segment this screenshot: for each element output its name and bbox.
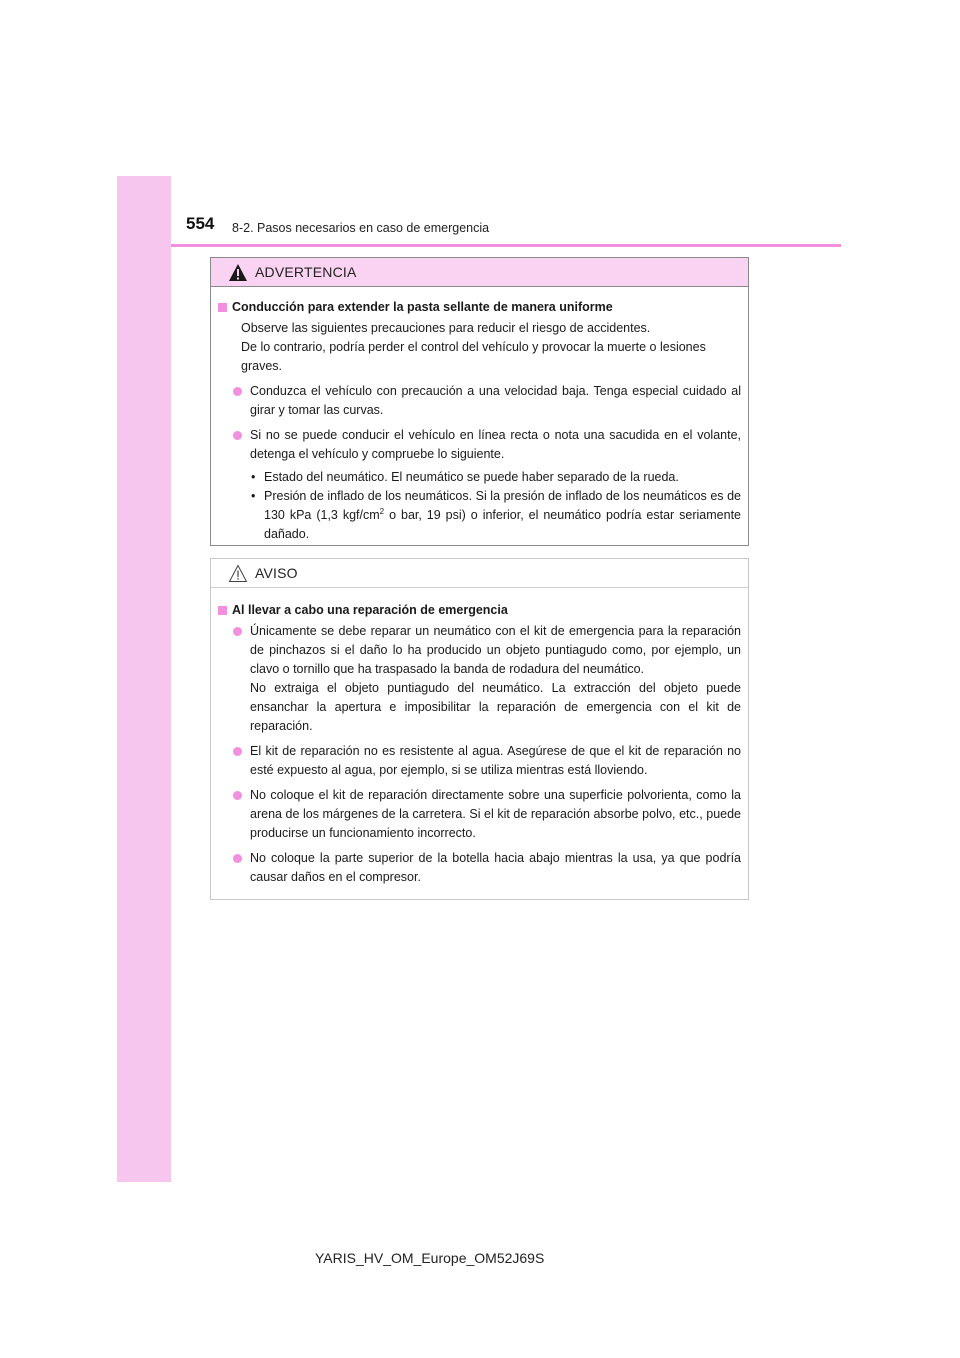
notice-title: AVISO	[255, 565, 298, 581]
circle-bullet-icon	[233, 431, 242, 440]
warning-box-header	[211, 258, 748, 287]
page-number: 554	[186, 214, 215, 233]
notice-body	[211, 588, 748, 887]
warning-heading: Conducción para extender la pasta sellante de manera uniforme	[218, 298, 741, 317]
circle-bullet-icon	[233, 747, 242, 756]
notice-box	[210, 558, 749, 900]
warning-bullet-2: Si no se puede conducir el vehículo en línea recta o nota una sacudida en el volante, detenga el vehículo y compruebe lo siguiente.	[218, 426, 741, 464]
circle-bullet-icon	[233, 387, 242, 396]
warning-body	[211, 287, 748, 544]
notice-box-header	[211, 559, 748, 588]
warning-bullet-1: Conduzca el vehículo con precaución a una velocidad baja. Tenga especial cuidado al girar y tomar las curvas.	[218, 382, 741, 420]
warning-subitem-2: • Presión de inflado de los neumáticos. Si la presión de inflado de los neumáticos es de 130 kPa (1,3 kgf/$cm^2$ o bar, 19 psi) o inferior, el neumático podría estar seriamente dañado.	[251, 489, 741, 541]
circle-bullet-icon	[233, 627, 242, 636]
square-bullet-icon	[218, 606, 227, 615]
warning-intro-1: Observe las siguientes precauciones para reducir el riesgo de accidentes.	[241, 321, 651, 335]
header-rule	[171, 244, 841, 247]
square-bullet-icon	[218, 303, 227, 312]
notice-heading: Al llevar a cabo una reparación de emergencia	[218, 601, 741, 620]
warning-title: ADVERTENCIA	[255, 264, 357, 280]
warning-box	[210, 257, 749, 546]
warning-intro-2: De lo contrario, podría perder el control del vehículo y provocar la muerte o lesiones graves.	[241, 340, 706, 373]
notice-bullet-4: No coloque la parte superior de la botella hacia abajo mientras la usa, ya que podría causar daños en el compresor.	[218, 849, 741, 887]
document-code: YARIS_HV_OM_Europe_OM52J69S	[315, 1250, 545, 1266]
notice-bullet-1: Únicamente se debe reparar un neumático con el kit de emergencia para la reparación de pinchazos si el daño lo ha producido un objeto puntiagudo como, por ejemplo, un clavo o tornillo que ha traspasado la banda de rodadura del neumático. No extraiga el objeto puntiagudo del neumático. La extracción del objeto puede ensanchar la apertura e imposibilitar la reparación de emergencia con el kit de reparación.	[218, 622, 741, 736]
notice-bullet-2: El kit de reparación no es resistente al agua. Asegúrese de que el kit de reparación no esté expuesto al agua, por ejemplo, si se utiliza mientras está lloviendo.	[218, 742, 741, 780]
circle-bullet-icon	[233, 854, 242, 863]
circle-bullet-icon	[233, 791, 242, 800]
notice-bullet-3: No coloque el kit de reparación directamente sobre una superficie polvorienta, como la arena de los márgenes de la carretera. Si el kit de reparación absorbe polvo, etc., puede producirse un funcionamiento incorrecto.	[218, 786, 741, 843]
section-title: 8-2. Pasos necesarios en caso de emergencia	[232, 221, 490, 235]
side-color-band	[117, 176, 171, 1182]
warning-subitem-1: • Estado del neumático. El neumático se puede haber separado de la rueda.	[251, 470, 679, 484]
caution-triangle-icon	[228, 564, 248, 583]
warning-triangle-icon	[228, 263, 248, 282]
